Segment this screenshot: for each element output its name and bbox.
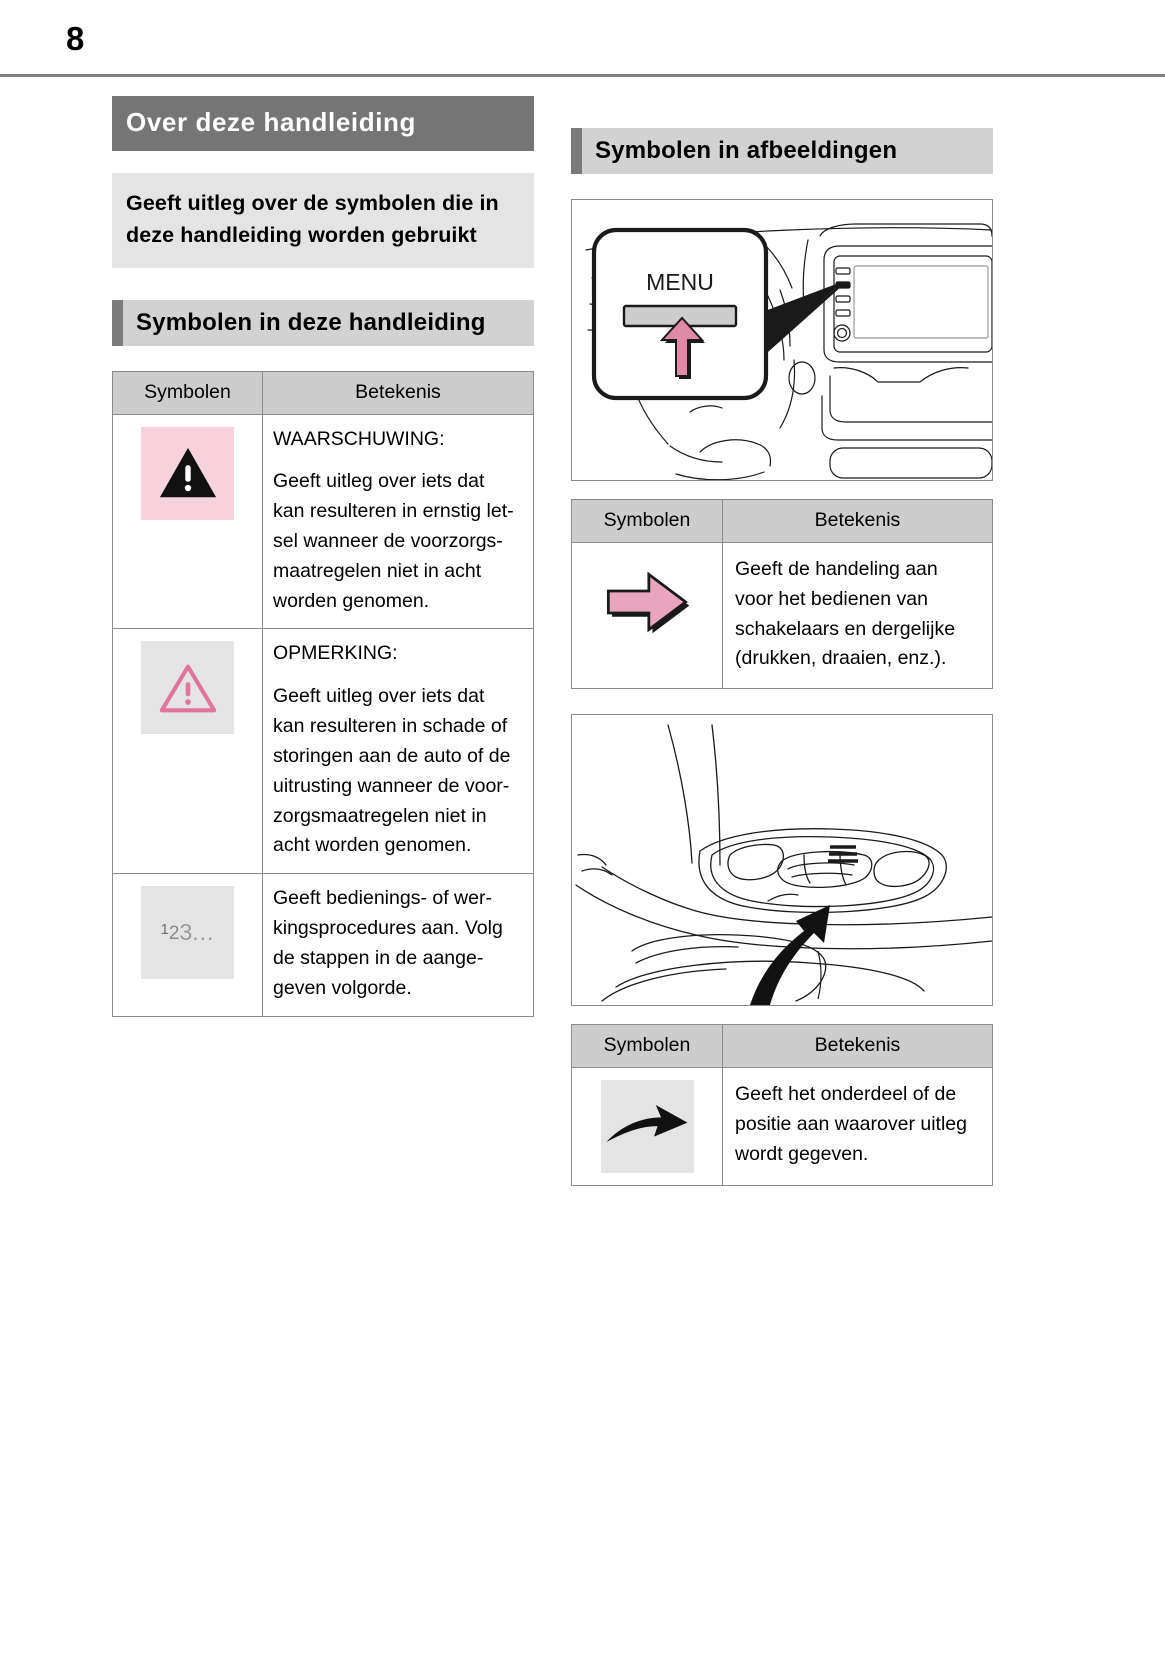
- step-number-1: 1: [160, 921, 169, 939]
- meaning-line: sel wanneer de voorzorgs-: [273, 530, 503, 552]
- page-number: 8: [66, 20, 84, 57]
- meaning-line: Geeft uitleg over iets dat: [273, 470, 485, 493]
- step-number-3: 3: [179, 919, 193, 946]
- meaning-cell-warning: [263, 414, 534, 629]
- meaning-line: kingsprocedures aan. Volg: [273, 917, 503, 940]
- symbol-cell-pink-arrow: [572, 543, 723, 689]
- meaning-cell-black-arrow: [723, 1068, 993, 1186]
- illustration-symbols-table-1: [571, 499, 993, 689]
- section-heading-label: Symbolen in afbeeldingen: [595, 137, 898, 164]
- meaning-line: kan resulteren in ernstig let-: [273, 500, 514, 523]
- illustration-overhead-console: [571, 714, 993, 1006]
- step-numbers-icon: [141, 886, 234, 979]
- symbols-in-manual-table: [112, 371, 534, 1017]
- column-header-symbolen: Symbolen: [113, 371, 263, 414]
- section-heading-label: Symbolen in deze handleiding: [136, 308, 486, 336]
- meaning-line: geven volgorde.: [273, 976, 412, 999]
- illustration-symbols-table-2: [571, 1024, 993, 1186]
- illustration-dashboard-menu: [571, 199, 993, 481]
- section-heading-accent-bar: [571, 128, 582, 174]
- meaning-line: WAARSCHUWING:: [273, 427, 445, 450]
- symbol-cell-steps: [113, 874, 263, 1016]
- black-swoosh-arrow-icon: [601, 1080, 694, 1173]
- column-header-betekenis: Betekenis: [723, 500, 993, 543]
- left-column: [112, 96, 534, 1017]
- meaning-line: worden genomen.: [273, 589, 430, 612]
- header-divider: [0, 74, 1165, 77]
- table-row: [572, 1068, 993, 1186]
- meaning-line: kan resulteren in schade of: [273, 715, 508, 738]
- table-header-row: [572, 500, 993, 543]
- meaning-cell-notice: [263, 629, 534, 874]
- meaning-line: de stappen in de aange-: [273, 946, 484, 969]
- chapter-intro-block: Geeft uitleg over de symbolen die in deze handleiding worden gebruikt: [112, 173, 534, 268]
- meaning-line: OPMERKING:: [273, 642, 398, 665]
- section-heading-symbols-manual: [112, 300, 534, 346]
- meaning-line: wordt gegeven.: [735, 1142, 869, 1165]
- page-header: [0, 0, 1165, 76]
- table-row: [113, 874, 534, 1016]
- table-header-row: [572, 1025, 993, 1068]
- step-numbers-glyph: [161, 921, 215, 944]
- column-header-betekenis: Betekenis: [263, 371, 534, 414]
- meaning-line: zorgsmaatregelen niet in: [273, 804, 487, 827]
- column-header-symbolen: Symbolen: [572, 500, 723, 543]
- chapter-title-bar: Over deze handleiding: [112, 96, 534, 151]
- meaning-line: acht worden genomen.: [273, 834, 472, 857]
- meaning-line: Geeft het onderdeel of de: [735, 1083, 957, 1106]
- pink-block-arrow-icon: [601, 555, 694, 648]
- table-row: [113, 629, 534, 874]
- meaning-line: positie aan waarover uitleg: [735, 1113, 967, 1136]
- callout-menu-label: MENU: [646, 269, 714, 295]
- warning-triangle-icon: [141, 427, 234, 520]
- section-heading-symbols-illustrations: [571, 128, 993, 174]
- step-number-ellipsis: ...: [192, 919, 215, 946]
- meaning-line: Geeft uitleg over iets dat: [273, 685, 485, 708]
- table-row: [113, 414, 534, 629]
- caution-triangle-icon: [141, 641, 234, 734]
- meaning-line: storingen aan de auto of de: [273, 744, 511, 767]
- section-heading-accent-bar: [112, 300, 123, 346]
- meaning-line: uitrusting wanneer de voor-: [273, 774, 510, 797]
- table-row: [572, 543, 993, 689]
- meaning-line: (drukken, draaien, enz.).: [735, 647, 947, 670]
- symbol-cell-warning: [113, 414, 263, 629]
- right-column: [571, 96, 993, 1186]
- symbol-cell-black-arrow: [572, 1068, 723, 1186]
- column-header-symbolen: Symbolen: [572, 1025, 723, 1068]
- meaning-cell-steps: [263, 874, 534, 1016]
- table-header-row: [113, 371, 534, 414]
- column-header-betekenis: Betekenis: [723, 1025, 993, 1068]
- step-number-2: 2: [168, 923, 180, 945]
- meaning-line: maatregelen niet in acht: [273, 559, 482, 582]
- meaning-line: Geeft bedienings- of wer-: [273, 887, 492, 910]
- meaning-line: Geeft de handeling aan: [735, 558, 938, 580]
- meaning-cell-pink-arrow: [723, 543, 993, 689]
- symbol-cell-notice: [113, 629, 263, 874]
- meaning-line: schakelaars en dergelijke: [735, 617, 956, 640]
- meaning-line: voor het bedienen van: [735, 587, 928, 610]
